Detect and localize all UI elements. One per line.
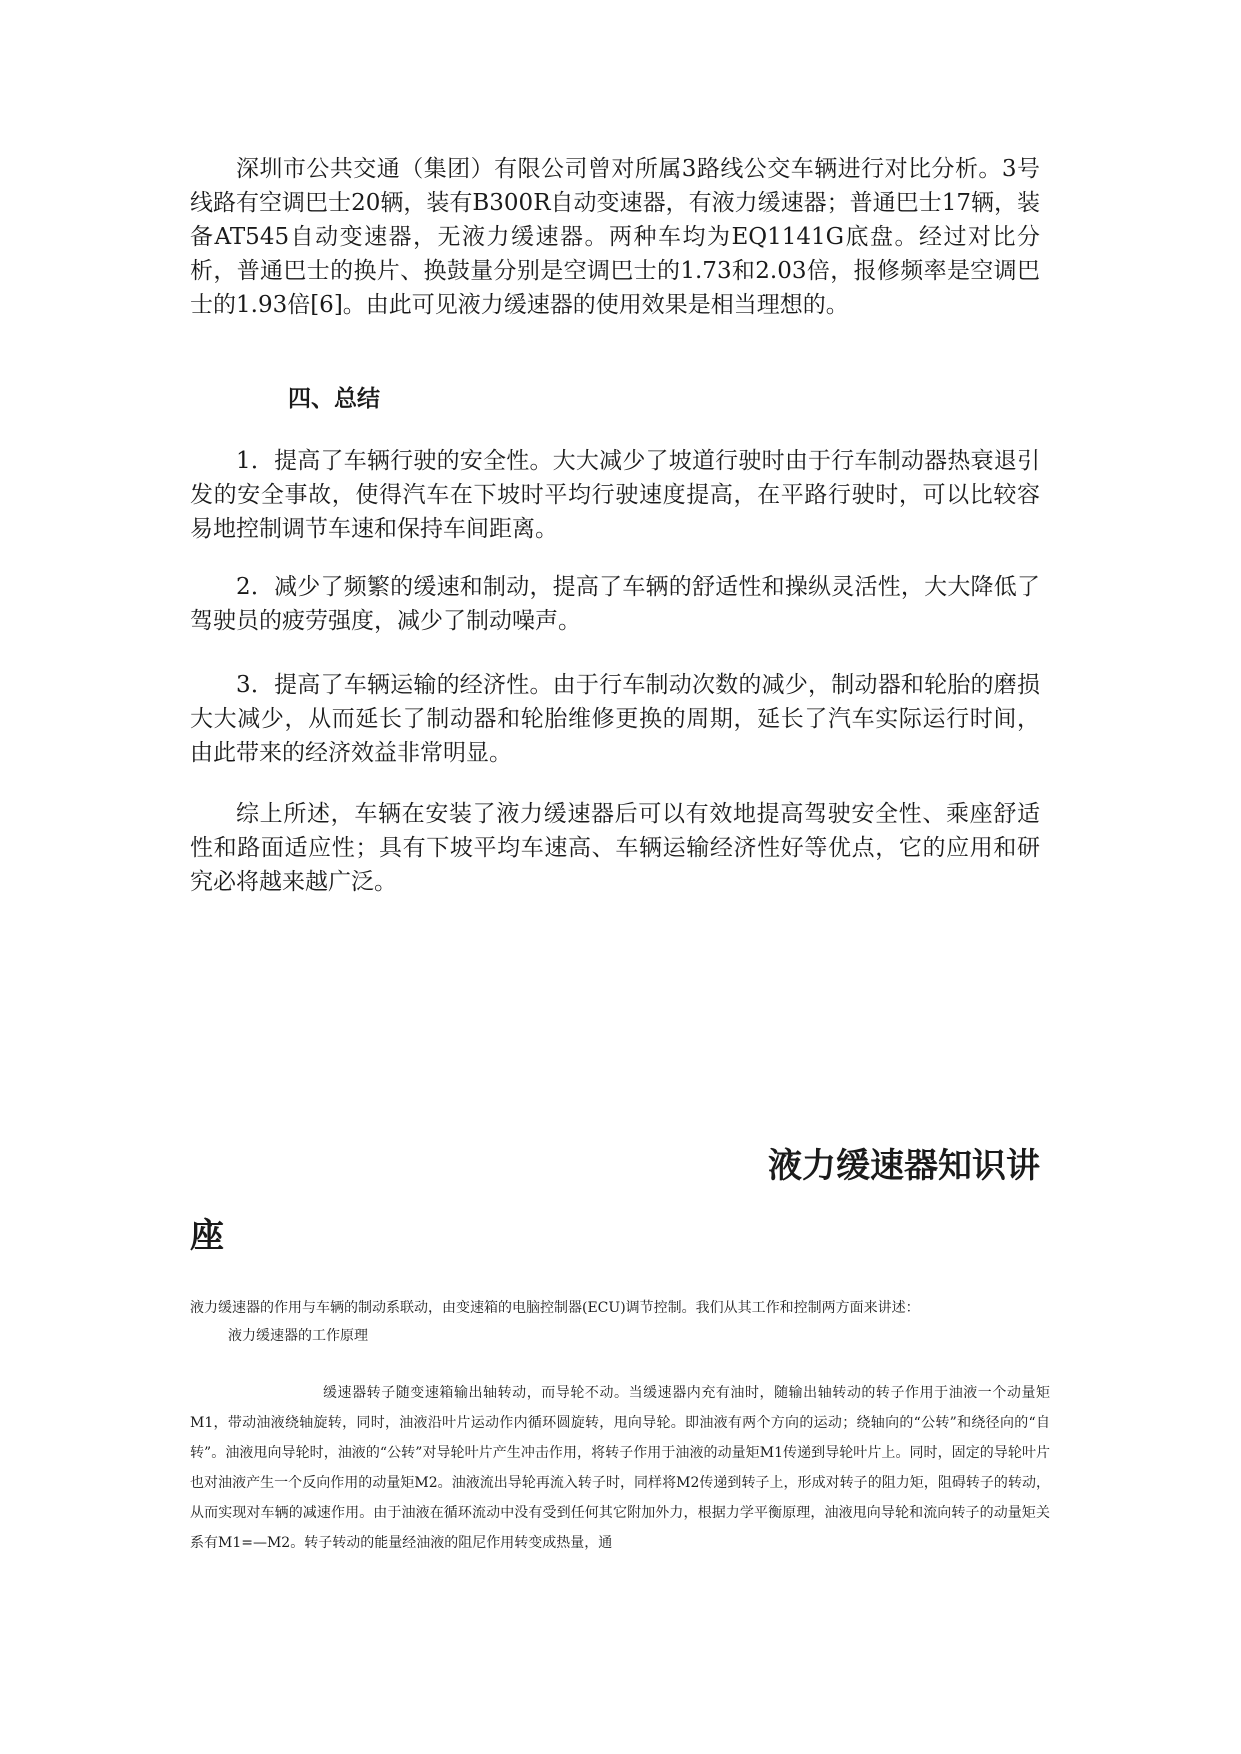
paragraph-point-2: 2．减少了频繁的缓速和制动，提高了车辆的舒适性和操纵灵活性，大大降低了驾驶员的疲劳强度，减少了制动噪声。 xyxy=(190,574,1040,634)
paragraph-conclusion: 综上所述，车辆在安装了液力缓速器后可以有效地提高驾驶安全性、乘座舒适性和路面适应性；具有下坡平均车速高、车辆运输经济性好等优点，它的应用和研究必将越来越广泛。 xyxy=(190,801,1040,895)
lecture-body-text: 缓速器转子随变速箱输出轴转动，而导轮不动。当缓速器内充有油时，随输出轴转动的转子作用于油液一个动量矩M1，带动油液绕轴旋转，同时，油液沿叶片运动作内循环圆旋转，甩向导轮。即油液有两个方向的运动；绕轴向的“公转”和绕径向的“自转”。油液甩向导轮时，油液的“公转”对导轮叶片产生冲击作用，将转子作用于油液的动量矩M1传递到导轮叶片上。同时，固定的导轮叶片也对油液产生一个反向作用的动量矩M2。油液流出导轮再流入转子时，同样将M2传递到转子上，形成对转子的阻力矩，阻碍转子的转动，从而实现对车辆的减速作用。由于油液在循环流动中没有受到任何其它附加外力，根据力学平衡原理，油液甩向导轮和流向转子的动量矩关系有M1=—M2。转子转动的能量经油液的阻尼作用转变成热量，通 xyxy=(190,1385,1050,1551)
paragraph-comparison-analysis: 深圳市公共交通（集团）有限公司曾对所属3路线公交车辆进行对比分析。3号线路有空调巴士20辆，装有B300R自动变速器，有液力缓速器；普通巴士17辆，装备AT545自动变速器，无液力缓速器。两种车均为EQ1141G底盘。经过对比分析，普通巴士的换片、换鼓量分别是空调巴士的1.73和2.03倍，报修频率是空调巴士的1.93倍[6]。由此可见液力缓速器的使用效果是相当理想的。 xyxy=(190,156,1040,318)
paragraph-point-1: 1．提高了车辆行驶的安全性。大大减少了坡道行驶时由于行车制动器热衰退引发的安全事故，使得汽车在下坡时平均行驶速度提高，在平路行驶时，可以比较容易地控制调节车速和保持车间距离。 xyxy=(190,448,1040,542)
lecture-title-line-2: 座 xyxy=(190,1216,224,1256)
section-heading-summary: 四、总结 xyxy=(288,385,380,412)
lecture-title-line-1: 液力缓速器知识讲 xyxy=(768,1146,1040,1186)
paragraph-point-3: 3．提高了车辆运输的经济性。由于行车制动次数的减少，制动器和轮胎的磨损大大减少，从而延长了制动器和轮胎维修更换的周期，延长了汽车实际运行时间，由此带来的经济效益非常明显。 xyxy=(190,672,1040,766)
lecture-intro: 液力缓速器的作用与车辆的制动系联动，由变速箱的电脑控制器(ECU)调节控制。我们从其工作和控制两方面来讲述： xyxy=(190,1300,920,1316)
lecture-subheading: 液力缓速器的工作原理 xyxy=(228,1328,368,1344)
